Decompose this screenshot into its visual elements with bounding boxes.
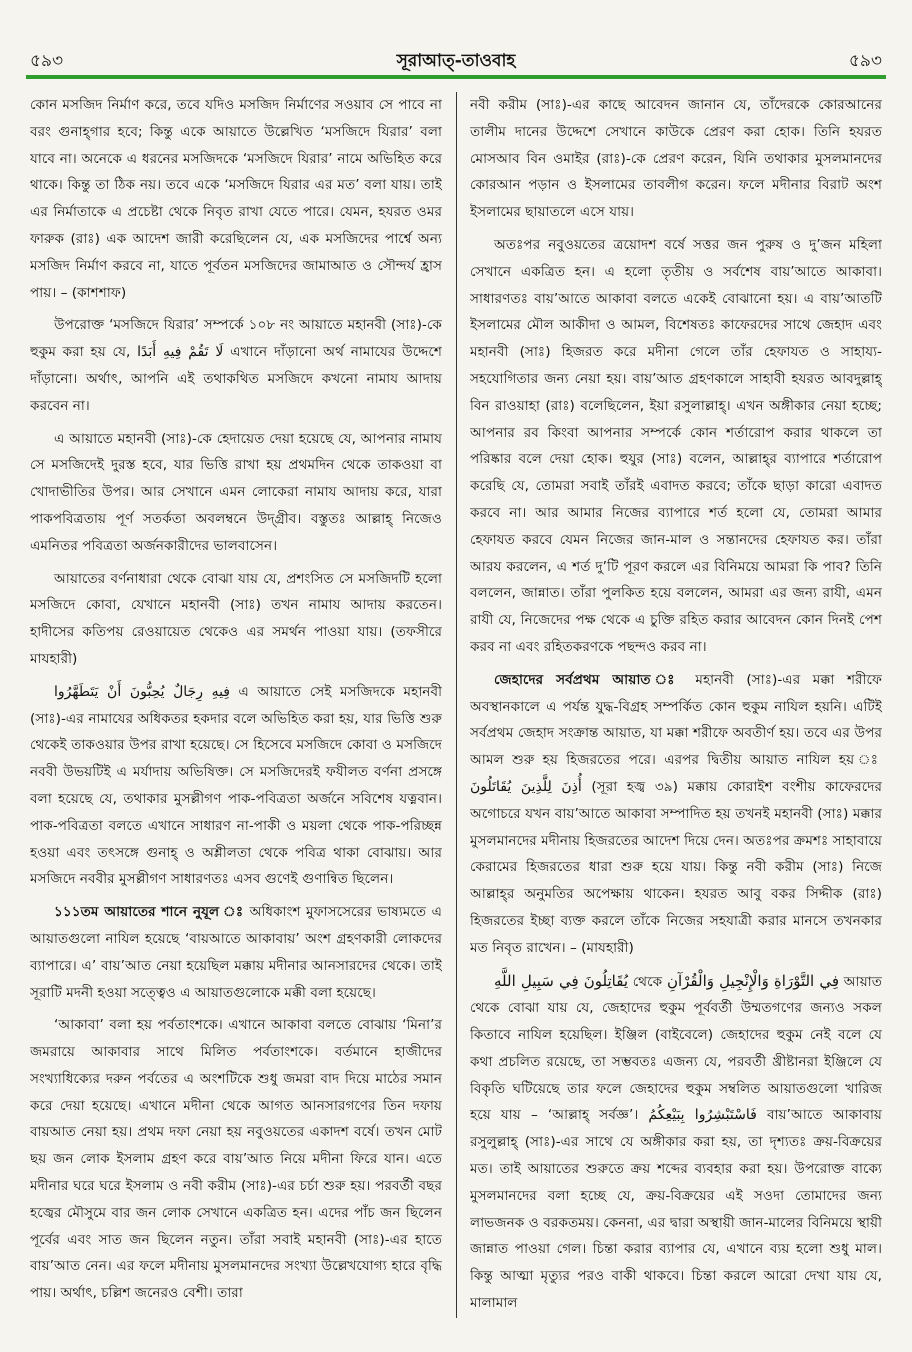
paragraph [470,968,882,1317]
paragraph [30,92,442,306]
paragraph-text: কোন মসজিদ নির্মাণ করে, তবে যদিও মসজিদ নির্মাণের সওয়াব সে পাবে না বরং গুনাহ্‌গার হবে; কিন্তু একে আয়াতে উল্লেখিত ‘মসজিদে যিরার’ বলা যাবে না। অনেকে এ ধরনের মসজিদকে ‘মসজিদে যিরার’ নামে অভিহিত করে থাকে। কিন্তু তা ঠিক নয়। তবে একে ‘মসজিদে যিরার এর মত’ বলা যায়। তাই এর নির্মাতাকে এ প্রচেষ্টা থেকে নিবৃত রাখা যেতে পারে। যেমন, হযরত ওমর ফারুক (রাঃ) এক আদেশ জারী করেছিলেন যে, এক মসজিদের পার্শ্বে অন্য মসজিদ নির্মাণ করবে না, যাতে পূর্বতন মসজিদের জামাআত ও সৌন্দর্য হ্রাস পায়। – (কাশশাফ) [30,97,442,301]
paragraph [30,426,442,560]
paragraph [470,232,882,661]
page-number-left: ৫৯৩ [30,51,64,71]
paragraph-text: এখানে দাঁড়ানো অর্থ নামাযের উদ্দেশে দাঁড়ানো। অর্থাৎ, আপনি এই তথাকথিত মসজিদে কখনো নামায আদায় করবেন না। [30,344,442,414]
paragraph [30,1012,442,1307]
connector-text: থেকে [632,973,663,990]
paragraph-text: অধিকাংশ মুফাসসেরের ভাষ্যমতে এ আয়াতগুলো নাযিল হয়েছে ‘বায়আতে আকাবায়’ অংশ গ্রহণকারী লোকদের ব্যাপারে। এ’ বায়’আত নেয়া হয়েছিল মক্কায় মদীনার আনসারদের থেকে। তাই সূরাটি মদনী হওয়া সত্ত্বেও এ আয়াতগুলোকে মক্কী বলা হয়েছে। [30,904,442,1001]
arabic-verse: فَاسْتَبْشِرُوا بِبَيْعِكُمُ [648,1107,757,1124]
paragraph [470,92,882,226]
left-column [30,92,442,1318]
paragraph [30,679,442,893]
page-number-right: ৫৯৩ [848,51,882,71]
paragraph-text: ‘আকাবা’ বলা হয় পর্বতাংশকে। এখানে আকাবা বলতে বোঝায় ‘মিনা’র জমরায়ে আকাবার সাথে মিলিত পর্বতাংশকে। বর্তমানে হাজীদের সংখ্যাধিক্যের দরুন পর্বতের এ অংশটিকে শুধু জমরা বাদ দিয়ে মাঠের সমান করে দেয়া হয়েছে। এখানে মদীনা থেকে আগত আনসারগণের তিন দফায় বায়আত নেয়া হয়। প্রথম দফা নেয়া হয় নবুওয়তের একাদশ বর্ষে। তখন মোট ছয় জন লোক ইসলাম গ্রহণ করে বায়’আত নিয়ে মদীনা ফিরে যান। এতে মদীনার ঘরে ঘরে ইসলাম ও নবী করীম (সাঃ)-এর চর্চা শুরু হয়। পরবর্তী বছর হজ্বের মৌসুমে বার জন লোক সেখানে একত্রিত হন। এদের পাঁচ জন ছিলেন পূর্বের এবং সাত জন ছিলেন নতুন। তাঁরা সবাই মহানবী (সাঃ)-এর হাতে বায়’আত নেন। এর ফলে মদীনায় মুসলমানদের সংখ্যা উল্লেখযোগ্য হারে বৃদ্ধি পায়। অর্থাৎ, চল্লিশ জনেরও বেশী। তারা [30,1017,442,1302]
page-header [0,0,912,88]
paragraph-text: এ আয়াতে মহানবী (সাঃ)-কে হেদায়েত দেয়া হয়েছে যে, আপনার নামায সে মসজিদেই দুরস্ত হবে, যার ভিত্তি রাখা হয় প্রথমদিন থেকে তাকওয়া বা খোদাভীতির উপর। আর সেখানে এমন লোকেরা নামায আদায় করে, যারা পাকপবিত্রতায় পূর্ণ সতর্কতা অবলম্বনে উদ্‌গ্রীব। বস্তুতঃ আল্লাহ্‌ নিজেও এমনিতর পবিত্রতা অর্জনকারীদের ভালবাসেন। [30,430,442,554]
column-divider [456,92,457,1318]
paragraph [30,566,442,673]
arabic-verse: فِي التَّوْرَاةِ وَالْإِنْجِيلِ وَالْقُرْآنِ [666,971,840,990]
running-title: সূরাআত্‌-তাওবাহ [396,51,516,71]
paragraph-text: উপরোক্ত ‘মসজিদে যিরার’ সম্পর্কে ১০৮ নং আয়াতে মহানবী (সাঃ)-কে হুকুম করা হয় যে, [30,317,442,361]
paragraph-text: বায়’আতে আকাবায় রসুলুল্লাহ্‌ (সাঃ)-এর সাথে যে অঙ্গীকার করা হয়, তা দৃশ্যতঃ ক্রয়-বিক্রয়ের মত। তাই আয়াতের শুরুতে ক্রয় শব্দের ব্যবহার করা হয়। উপরোক্ত বাক্যে মুসলমানদের বলা হচ্ছে যে, ক্রয়-বিক্রয়ের এই সওদা তোমাদের জন্য লাভজনক ও বরকতময়। কেননা, এর দ্বারা অস্থায়ী জান-মালের বিনিময়ে স্থায়ী জান্নাত পাওয়া গেল। চিন্তা করার ব্যাপার যে, এখানে ব্যয় হলো শুধু মাল। কিন্তু আত্মা মৃত্যুর পরও বাকী থাকবে। চিন্তা করলে আরো দেখা যায় যে, মালামাল [470,1107,882,1312]
paragraph-text: অতঃপর নবুওয়তের ত্রয়োদশ বর্ষে সত্তর জন পুরুষ ও দু’জন মহিলা সেখানে একত্রিত হন। এ হলো তৃতীয় ও সর্বশেষ বায়’আতে আকাবা। সাধারণতঃ বায়’আতে আকাবা বলতে একেই বোঝানো হয়। এ বায়’আতটি ইসলামের মৌল আকীদা ও আমল, বিশেষতঃ কাফেরদের সাথে জেহাদ এবং মহানবী (সাঃ) হিজরত করে মদীনা গেলে তাঁর হেফাযত ও সাহায্য-সহযোগিতার জন্য নেয়া হয়। বায়’আত গ্রহণকালে সাহাবী হযরত আবদুল্লাহ্‌ বিন রাওয়াহা (রাঃ) বলেছিলেন, ইয়া রসুলাল্লাহ্‌। এখন অঙ্গীকার নেয়া হচ্ছে; আপনার রব কিংবা আপনার সম্পর্কে কোন শর্তারোপ করার থাকলে তা পরিষ্কার বলে দেয়া হোক। হুযুর (সাঃ) বলেন, আল্লাহ্‌র ব্যাপারে শর্তারোপ করেছি যে, তোমরা সবাই তাঁরই এবাদত করবে; তাঁকে ছাড়া কারো এবাদত করবে না। আর আমার নিজের ব্যাপারে শর্ত হলো যে, তোমরা আমার হেফাযত করবে যেমন নিজের জান-মাল ও সন্তানদের হেফাযত কর। তাঁরা আরয করলেন, এ শর্ত দু’টি পূরণ করলে এর বিনিময়ে আমরা কি পাব? তিনি বললেন, জান্নাত। তাঁরা পুলকিত হয়ে বললেন, আমরা এর জন্য রাযী, এমন রাযী যে, নিজেদের পক্ষ থেকে এ চুক্তি রহিত করার আবেদন কোন দিনই পেশ করব না এবং রহিতকরণকে পছন্দও করব না। [470,236,882,655]
right-column [470,92,882,1318]
paragraph-text: মহানবী (সাঃ)-এর মক্কা শরীফে অবস্থানকালে এ পর্যন্ত যুদ্ধ-বিগ্রহ সম্পর্কিত কোন হুকুম নাযিল হয়নি। এটিই সর্বপ্রথম জেহাদ সংক্রান্ত আয়াত, যা মক্কা শরীফে অবতীর্ণ হয়। তবে এর উপর আমল শুরু হয় হিজরতের পরে। এরপর দ্বিতীয় আয়াত নাযিল হয় ঃ [470,671,882,769]
arabic-verse: يُقَاتِلُونَ فِي سَبِيلِ اللَّهِ [494,971,629,990]
section-heading: ১১১তম আয়াতের শানে নুযূল ঃ [54,904,245,921]
arabic-verse: لَا تَقُمْ فِيهِ أَبَدًا [137,344,224,361]
paragraph-text: এ আয়াতে সেই মসজিদকে মহানবী (সাঃ)-এর নামাযের অধিকতর হকদার বলে অভিহিত করা হয়, যার ভিত্তি শুরু থেকেই তাকওয়ার উপর রাখা হয়েছে। সে হিসেবে মসজিদে কোবা ও মসজিদে নববী উভয়টিই এ মর্যাদায় অভিষিক্ত। সে মসজিদেরই ফযীলত বর্ণনা প্রসঙ্গে বলা হয়েছে যে, তথাকার মুসল্লীগণ পাক-পবিত্রতা অর্জনে সবিশেষ যত্নবান। পাক-পবিত্রতা বলতে এখানে সাধারণ না-পাকী ও ময়লা থেকে পাক-পরিচ্ছন্ন হওয়া এবং তৎসঙ্গে গুনাহ্‌ ও অশ্লীলতা থেকে পবিত্র থাকা বোঝায়। আর মসজিদে নববীর মুসল্লীগণ সাধারণতঃ এসব গুণেই গুণান্বিত ছিলেন। [30,683,442,888]
header-rule [26,75,886,79]
paragraph [470,667,882,962]
paragraph-text: আয়াত থেকে বোঝা যায় যে, জেহাদের হুকুম পূর্ববর্তী উম্মতগণের জন্যও সকল কিতাবে নাযিল হয়েছিল। ইঞ্জিল (বাইবেলে) জেহাদের হুকুম নেই বলে যে কথা প্রচলিত রয়েছে, তা সম্ভবতঃ এজন্য যে, পরবর্তী খ্রীষ্টানরা ইঞ্জিলে যে বিকৃতি ঘটিয়েছে তার ফলে জেহাদের হুকুম সম্বলিত আয়াতগুলো খারিজ হয়ে যায় – ‘আল্লাহ্‌ সর্বজ্ঞ’। [470,973,882,1124]
arabic-verse: فِيهِ رِجَالٌ يُحِبُّونَ أَنْ يَتَطَهَّرُوا [54,683,230,700]
paragraph-text: (সূরা হজ্ব ৩৯) মক্কায় কোরাইশ বংশীয় কাফেরদের অগোচরে যখন বায়’আতে আকাবা সম্পাদিত হয় তখনই মহানবী (সাঃ) মক্কার মুসলমানদের মদীনায় হিজরতের আদেশ দিয়ে দেন। অতঃপর ক্রমশঃ সাহাবায়ে কেরামের হিজরতের ধারা শুরু হয়ে যায়। কিন্তু নবী করীম (সাঃ) নিজে আল্লাহ্‌র অনুমতির অপেক্ষায় থাকেন। হযরত আবু বকর সিদ্দীক (রাঃ) হিজরতের ইচ্ছা ব্যক্ত করলে তাঁকে নিজের সহযাত্রী করার মানসে তখনকার মত নিবৃত রাখেন। – (মাযহারী) [470,778,882,956]
paragraph-text: নবী করীম (সাঃ)-এর কাছে আবেদন জানান যে, তাঁদেরকে কোরআনের তালীম দানের উদ্দেশে সেখানে কাউকে প্রেরণ করা হোক। তিনি হযরত মোসআব বিন ওমাইর (রাঃ)-কে প্রেরণ করেন, যিনি তথাকার মুসলমানদের কোরআন পড়ান ও ইসলামের তাবলীগ করেন। ফলে মদীনার বিরাট অংশ ইসলামের ছায়াতলে এসে যায়। [470,97,882,221]
paragraph [30,312,442,419]
paragraph [30,899,442,1006]
arabic-verse: أُذِنَ لِلَّذِينَ يُقَاتَلُونَ [470,778,582,795]
section-heading: জেহাদের সর্বপ্রথম আয়াত ঃ [494,671,683,688]
paragraph-text: আয়াতের বর্ণনাধারা থেকে বোঝা যায় যে, প্রশংসিত সে মসজিদটি হলো মসজিদে কোবা, যেখানে মহানবী (সাঃ) তখন নামায আদায় করতেন। হাদীসের কতিপয় রেওয়ায়েত থেকেও এর সমর্থন পাওয়া যায়। (তফসীরে মাযহারী) [30,570,442,667]
